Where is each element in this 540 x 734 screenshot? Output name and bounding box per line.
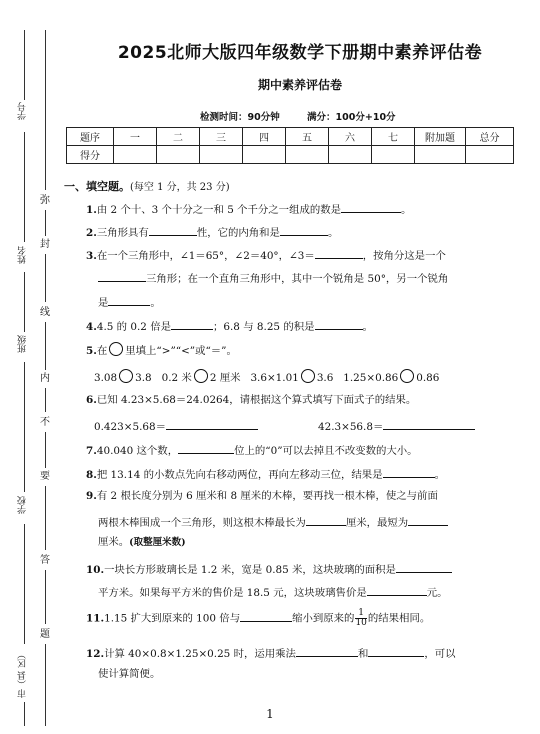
score-entry-cell[interactable] xyxy=(466,146,514,164)
table-cell: 二 xyxy=(157,128,200,146)
seal-line xyxy=(45,30,46,190)
exam-title: 2025北师大版四年级数学下册期中素养评估卷 xyxy=(117,43,483,63)
answer-blank[interactable] xyxy=(367,584,427,596)
compare-circle[interactable] xyxy=(119,369,133,383)
field-class: 班级 xyxy=(18,335,28,353)
score-entry-cell[interactable] xyxy=(114,146,157,164)
question-5-items: 3.08 3.8 0.2 米 2 厘米 3.6×1.01 3.6 1.25×0.86 0.86 xyxy=(94,369,439,384)
seal-char: 封 xyxy=(40,239,50,250)
seal-line xyxy=(45,388,46,412)
score-entry-cell[interactable] xyxy=(329,146,372,164)
field-student-id: 学号 xyxy=(18,102,28,120)
seal-line xyxy=(45,486,46,550)
question-4: 4.4.5 的 0.2 倍是 ；6.8 与 8.25 的积是 。 xyxy=(86,318,373,333)
answer-blank[interactable] xyxy=(383,418,475,430)
sidebar-line xyxy=(24,272,25,332)
answer-blank[interactable] xyxy=(166,418,258,430)
score-entry-cell[interactable] xyxy=(243,146,286,164)
table-cell: 一 xyxy=(114,128,157,146)
question-9-line-3: 厘米。(取整厘米数) xyxy=(98,536,186,548)
answer-blank[interactable] xyxy=(315,247,363,259)
binding-sidebar xyxy=(0,0,60,734)
question-6: 6.已知 4.23×5.68＝24.0264，请根据这个算式填写下面式子的结果。 xyxy=(86,394,417,406)
field-school: 学校 xyxy=(18,496,28,514)
sidebar-line xyxy=(24,524,25,644)
question-9: 9.有 2 根长度分别为 6 厘米和 8 厘米的木棒，要再找一根木棒，使之与前面 xyxy=(86,490,438,502)
answer-blank[interactable] xyxy=(178,442,234,454)
score-entry-cell[interactable] xyxy=(286,146,329,164)
circle-blank-icon xyxy=(109,342,123,356)
answer-blank[interactable] xyxy=(240,610,292,622)
section-heading: 一、填空题。(每空 1 分，共 23 分) xyxy=(64,180,230,193)
answer-blank[interactable] xyxy=(98,270,146,282)
question-12-line-2: 使计算简便。 xyxy=(98,668,161,680)
table-cell: 五 xyxy=(286,128,329,146)
question-3: 3.在一个三角形中，∠1＝65°，∠2＝40°，∠3＝ ，按角分这是一个 xyxy=(86,247,446,262)
seal-char: 题 xyxy=(40,629,50,640)
question-12: 12.计算 40×0.8×1.25×0.25 时，运用乘法 和 ，可以 xyxy=(86,645,456,660)
seal-char: 线 xyxy=(40,307,50,318)
sidebar-line xyxy=(24,132,25,242)
seal-line xyxy=(45,210,46,236)
answer-blank[interactable] xyxy=(315,318,363,330)
table-cell: 题序 xyxy=(67,128,114,146)
exam-meta xyxy=(200,109,420,123)
seal-char: 弥 xyxy=(40,195,50,206)
seal-char: 要 xyxy=(40,471,50,482)
seal-char: 不 xyxy=(40,417,50,428)
seal-line xyxy=(45,432,46,468)
fraction: $\frac{1}{10}$ xyxy=(355,608,367,628)
table-row xyxy=(67,146,514,164)
table-cell: 得分 xyxy=(67,146,114,164)
seal-line xyxy=(45,322,46,370)
field-name: 姓名 xyxy=(18,246,28,264)
answer-blank[interactable] xyxy=(408,514,448,526)
table-row xyxy=(67,128,514,146)
score-entry-cell[interactable] xyxy=(372,146,415,164)
seal-char: 内 xyxy=(40,373,50,384)
answer-blank[interactable] xyxy=(280,224,328,236)
exam-subtitle: 期中素养评估卷 xyxy=(257,78,342,92)
question-11: 11.1.15 扩大到原来的 100 倍与 缩小到原来的 $\frac{1}{10}$ 的结果相同。 xyxy=(86,608,431,628)
table-cell: 总分 xyxy=(466,128,514,146)
score-table xyxy=(66,127,514,164)
question-6-exprs: 0.423×5.68＝ 42.3×56.8＝ xyxy=(94,418,475,433)
question-1: 1.由 2 个十、3 个十分之一和 5 个千分之一组成的数是 。 xyxy=(86,201,411,216)
score-label: 满分：100分+10分 xyxy=(307,112,396,123)
question-8: 8.把 13.14 的小数点先向右移动两位，再向左移动三位，结果是 。 xyxy=(86,466,445,481)
answer-blank[interactable] xyxy=(396,561,452,573)
table-cell: 七 xyxy=(372,128,415,146)
compare-circle[interactable] xyxy=(301,369,315,383)
sidebar-line xyxy=(24,362,25,492)
sidebar-line xyxy=(24,30,25,100)
seal-line xyxy=(45,254,46,302)
answer-blank[interactable] xyxy=(171,318,213,330)
table-cell: 六 xyxy=(329,128,372,146)
score-entry-cell[interactable] xyxy=(157,146,200,164)
answer-blank[interactable] xyxy=(341,201,401,213)
question-7: 7.40.040 这个数， 位上的“0”可以去掉且不改变数的大小。 xyxy=(86,442,418,457)
score-entry-cell[interactable] xyxy=(415,146,466,164)
time-label: 检测时间：90分钟 xyxy=(200,112,280,123)
answer-blank[interactable] xyxy=(108,294,150,306)
answer-blank[interactable] xyxy=(306,514,346,526)
compare-circle[interactable] xyxy=(194,369,208,383)
question-10-line-2: 平方米。如果每平方米的售价是 18.5 元，这块玻璃售价是 元。 xyxy=(98,584,448,599)
table-cell: 三 xyxy=(200,128,243,146)
seal-line xyxy=(45,570,46,624)
question-3-line-2: 三角形；在一个直角三角形中，其中一个锐角是 50°，另一个锐角 xyxy=(98,270,448,285)
seal-char: 答 xyxy=(40,555,50,566)
compare-circle[interactable] xyxy=(400,369,414,383)
answer-blank[interactable] xyxy=(368,645,424,657)
score-entry-cell[interactable] xyxy=(200,146,243,164)
question-5: 5.在 里填上“>”“<”或“＝”。 xyxy=(86,342,237,357)
field-city: 市（县 区） xyxy=(18,650,28,698)
question-9-line-2: 两根木棒围成一个三角形，则这根木棒最长为 厘米，最短为 xyxy=(98,514,448,529)
answer-blank[interactable] xyxy=(296,645,358,657)
answer-blank[interactable] xyxy=(149,224,197,236)
table-cell: 四 xyxy=(243,128,286,146)
question-10: 10.一块长方形玻璃长是 1.2 米，宽是 0.85 米，这块玻璃的面积是 xyxy=(86,561,452,576)
page-number: 1 xyxy=(266,707,274,721)
question-2: 2.三角形具有 性，它的内角和是 。 xyxy=(86,224,338,239)
answer-blank[interactable] xyxy=(383,466,435,478)
question-3-line-3: 是 。 xyxy=(98,294,161,309)
table-cell: 附加题 xyxy=(415,128,466,146)
